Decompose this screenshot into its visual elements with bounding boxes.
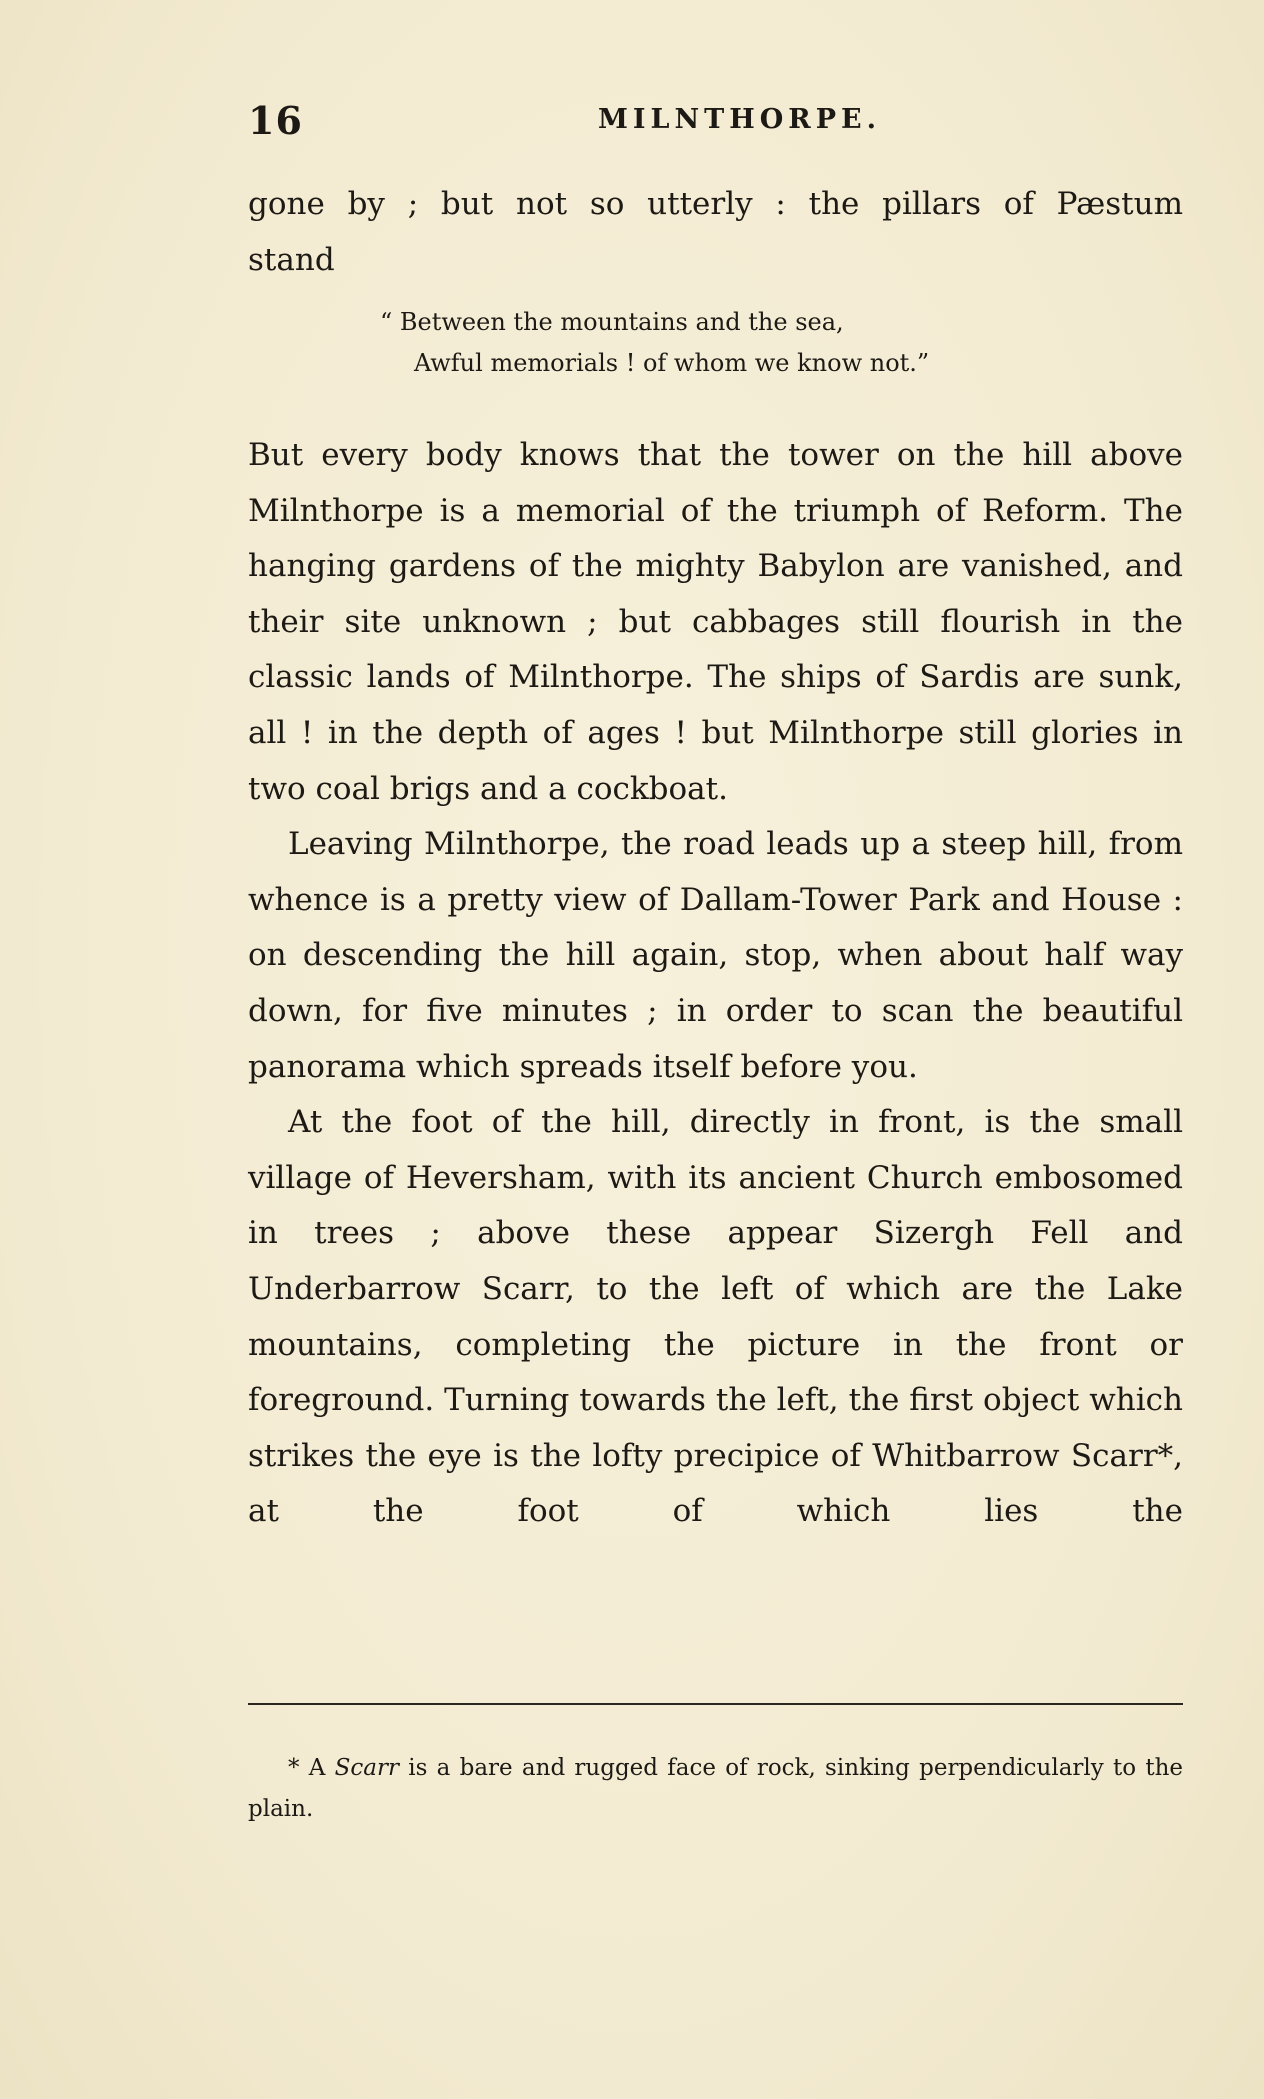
footnote-text: is a bare and rugged face of rock, sinking perpendicularly to the plain. [248, 1755, 1184, 1822]
footnote [248, 1748, 1183, 1830]
paragraph: But every body knows that the tower on the hill above Milnthorpe is a memorial of the triumph of Reform. The hanging gardens of the mighty Babylon are vanished, and their site unknown ; but cabbages still flourish in the classic lands of Milnthorpe. The ships of Sardis are sunk, all ! in the depth of ages ! but Milnthorpe still glories in two coal brigs and a cockboat. [248, 437, 1183, 807]
continued-paragraph [248, 177, 1183, 288]
text-line: stand [248, 241, 335, 278]
footnote-marker: * A [288, 1755, 326, 1781]
verse-quotation [380, 302, 929, 384]
text-line: gone by ; but not so utterly : the pillars of Pæstum [248, 186, 1183, 222]
paragraph: At the foot of the hill, directly in front, is the small village of Heversham, with its ancient Church embosomed in trees ; above these appear Sizergh Fell and Underbarrow Scarr, to the left of which are the Lake mountains, completing the picture in the front or foreground. Turning towards the left, the first object which strikes the eye is the lofty precipice of Whitbarrow Scarr*, at the foot of which lies the [248, 1104, 1183, 1530]
page-number: 16 [248, 98, 303, 143]
footnote-divider [248, 1703, 1183, 1705]
main-text [248, 428, 1183, 1540]
verse-line: “ Between the mountains and the sea, [380, 308, 844, 336]
verse-line: Awful memorials ! of whom we know not.” [414, 349, 930, 377]
running-head: MILNTHORPE. [598, 104, 882, 135]
footnote-term: Scarr [334, 1755, 399, 1781]
page-header [248, 98, 1183, 148]
paragraph: Leaving Milnthorpe, the road leads up a steep hill, from whence is a pretty view of Dallam-Tower Park and House : on descending the hill again, stop, when about half way down, for five minutes ; in order to scan the beautiful panorama which spreads itself before you. [248, 826, 1183, 1085]
